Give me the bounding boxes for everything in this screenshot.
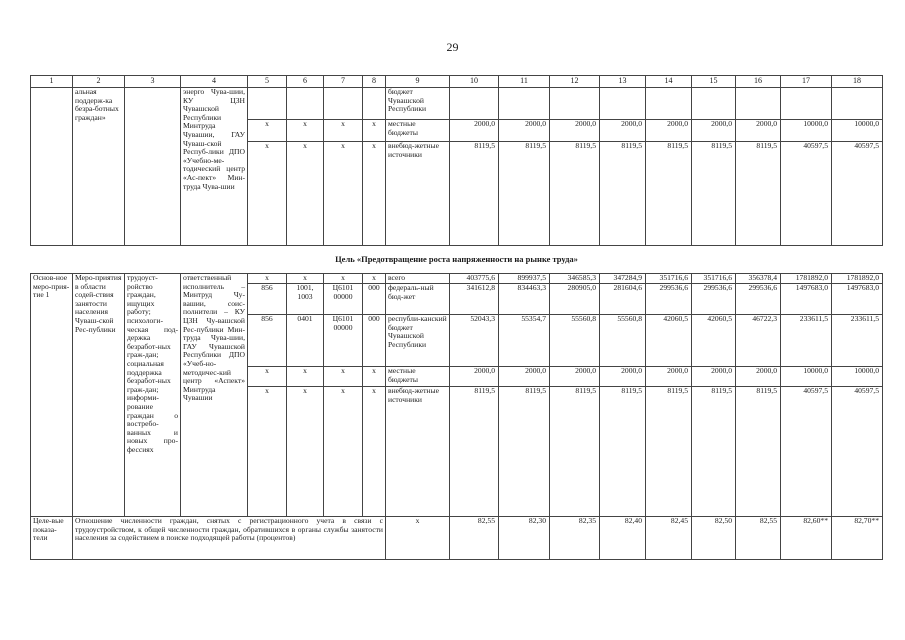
amount-cell: 55560,8 xyxy=(600,315,646,367)
cont-measure-name: альная поддерж-ка безра-ботных граждан» xyxy=(73,88,125,246)
amount-cell: 2000,0 xyxy=(692,120,736,142)
amount-cell: 8119,5 xyxy=(646,142,692,246)
code-cell xyxy=(248,88,287,120)
amount-cell: 8119,5 xyxy=(692,387,736,517)
code-cell: x xyxy=(287,387,324,517)
amount-cell: 8119,5 xyxy=(499,142,550,246)
indicator-value: 82,35 xyxy=(550,517,600,560)
amount-cell: 1497683,0 xyxy=(781,284,832,315)
code-cell: 856 xyxy=(248,315,287,367)
code-cell: x xyxy=(363,387,386,517)
amount-cell: 347284,9 xyxy=(600,274,646,284)
amount-cell: 1497683,0 xyxy=(832,284,883,315)
column-number: 4 xyxy=(181,76,248,88)
indicator-value: 82,70** xyxy=(832,517,883,560)
amount-cell xyxy=(692,88,736,120)
amount-cell: 8119,5 xyxy=(450,387,499,517)
amount-cell: 351716,6 xyxy=(646,274,692,284)
amount-cell: 8119,5 xyxy=(736,142,781,246)
column-number: 6 xyxy=(287,76,324,88)
funding-source: бюджет Чувашской Республики xyxy=(386,88,450,120)
amount-cell xyxy=(550,88,600,120)
column-number: 9 xyxy=(386,76,450,88)
column-number-row xyxy=(31,76,883,88)
budget-table xyxy=(30,75,883,560)
code-cell: x xyxy=(363,367,386,387)
amount-cell: 2000,0 xyxy=(499,367,550,387)
amount-cell xyxy=(736,88,781,120)
amount-cell: 40597,5 xyxy=(781,387,832,517)
target-label: Целе-вые показа-тели xyxy=(31,517,73,560)
amount-cell: 55560,8 xyxy=(550,315,600,367)
code-cell: x xyxy=(248,142,287,246)
amount-cell xyxy=(781,88,832,120)
code-cell: x xyxy=(363,120,386,142)
code-cell: 856 xyxy=(248,284,287,315)
amount-cell: 2000,0 xyxy=(736,367,781,387)
main-event-name: Меро-приятия в области содей-ствия занятости населения Чуваш-ской Рес-публики xyxy=(73,274,125,517)
goal-title: Цель «Предотвращение роста напряженности на рынке труда» xyxy=(31,246,883,274)
amount-cell: 46722,3 xyxy=(736,315,781,367)
code-cell: x xyxy=(363,142,386,246)
column-number: 8 xyxy=(363,76,386,88)
amount-cell: 346585,3 xyxy=(550,274,600,284)
column-number: 12 xyxy=(550,76,600,88)
amount-cell: 42060,5 xyxy=(646,315,692,367)
column-number: 13 xyxy=(600,76,646,88)
main-event-tasks: трудоуст-ройство граждан, ищущих работу; психологи-ческая под-держка безработ-ных граж-дан; социальная поддержка безработ-ных граж-дан; информи-рование граждан о востребо-ванных и новых про-фессиях xyxy=(125,274,181,517)
column-number: 17 xyxy=(781,76,832,88)
indicator-value: 82,55 xyxy=(450,517,499,560)
indicator-value: 82,60** xyxy=(781,517,832,560)
code-cell xyxy=(287,88,324,120)
amount-cell: 8119,5 xyxy=(600,387,646,517)
amount-cell: 8119,5 xyxy=(736,387,781,517)
amount-cell: 8119,5 xyxy=(550,142,600,246)
amount-cell: 2000,0 xyxy=(646,367,692,387)
code-cell: x xyxy=(324,387,363,517)
column-number: 15 xyxy=(692,76,736,88)
target-indicator-row xyxy=(31,517,883,560)
code-cell: x xyxy=(287,120,324,142)
amount-cell: 2000,0 xyxy=(600,367,646,387)
column-number: 5 xyxy=(248,76,287,88)
amount-cell: 2000,0 xyxy=(646,120,692,142)
column-number: 7 xyxy=(324,76,363,88)
indicator-value: 82,30 xyxy=(499,517,550,560)
amount-cell: 351716,6 xyxy=(692,274,736,284)
code-cell: Ц6101 00000 xyxy=(324,315,363,367)
amount-cell: 2000,0 xyxy=(450,120,499,142)
amount-cell: 341612,8 xyxy=(450,284,499,315)
funding-source: федераль-ный бюд-жет xyxy=(386,284,450,315)
main-event-executors: ответственный исполнитель – Минтруд Чу-вашии, соис-полнители – КУ ЦЗН Чу-вашской Рес-публики Мин-труда Чува-шии, ГАУ Чувашской Республики ДПО «Учеб-но-методичес-кий центр «Аспект» Минтруда Чувашии xyxy=(181,274,248,517)
amount-cell: 8119,5 xyxy=(450,142,499,246)
amount-cell: 8119,5 xyxy=(499,387,550,517)
indicator-value: 82,40 xyxy=(600,517,646,560)
main-event-label: Основ-ное меро-прия-тие 1 xyxy=(31,274,73,517)
code-cell: x xyxy=(248,274,287,284)
amount-cell xyxy=(600,88,646,120)
cont-col1-cell xyxy=(31,88,73,246)
target-x-cell: x xyxy=(386,517,450,560)
budget-row xyxy=(31,88,883,120)
code-cell xyxy=(363,88,386,120)
column-number: 16 xyxy=(736,76,781,88)
amount-cell: 299536,6 xyxy=(736,284,781,315)
amount-cell: 233611,5 xyxy=(781,315,832,367)
indicator-value: 82,45 xyxy=(646,517,692,560)
amount-cell: 8119,5 xyxy=(600,142,646,246)
code-cell: x xyxy=(248,367,287,387)
column-number: 2 xyxy=(73,76,125,88)
column-number: 10 xyxy=(450,76,499,88)
cont-col3-cell xyxy=(125,88,181,246)
amount-cell: 2000,0 xyxy=(550,120,600,142)
amount-cell: 40597,5 xyxy=(832,387,883,517)
indicator-value: 82,55 xyxy=(736,517,781,560)
code-cell xyxy=(324,88,363,120)
code-cell: 1001, 1003 xyxy=(287,284,324,315)
amount-cell xyxy=(832,88,883,120)
amount-cell: 42060,5 xyxy=(692,315,736,367)
code-cell: x xyxy=(324,274,363,284)
target-description: Отношение численности граждан, снятых с регистрационного учета в связи с трудоустройством, к общей численности граждан, обратившихся в органы службы занятости населения за содействием в поиске подходящей работы (процентов) xyxy=(73,517,386,560)
code-cell: x xyxy=(248,387,287,517)
budget-row xyxy=(31,274,883,284)
cont-executors: энерго Чува-шии, КУ ЦЗН Чувашской Республики Минтруда Чувашии, ГАУ Чуваш-ской Респуб-лики ДПО «Учебно-ме-тодический центр «Ас-пект» Мин-труда Чува-шии xyxy=(181,88,248,246)
amount-cell: 10000,0 xyxy=(832,120,883,142)
amount-cell: 2000,0 xyxy=(692,367,736,387)
code-cell: 0401 xyxy=(287,315,324,367)
amount-cell: 280905,0 xyxy=(550,284,600,315)
amount-cell: 834463,3 xyxy=(499,284,550,315)
funding-source: республи-канский бюджет Чувашской Республики xyxy=(386,315,450,367)
column-number: 11 xyxy=(499,76,550,88)
code-cell: 000 xyxy=(363,284,386,315)
amount-cell: 299536,6 xyxy=(692,284,736,315)
amount-cell: 356378,4 xyxy=(736,274,781,284)
column-number: 1 xyxy=(31,76,73,88)
amount-cell: 2000,0 xyxy=(736,120,781,142)
amount-cell: 8119,5 xyxy=(550,387,600,517)
amount-cell: 10000,0 xyxy=(781,120,832,142)
amount-cell: 10000,0 xyxy=(781,367,832,387)
code-cell: x xyxy=(287,274,324,284)
amount-cell: 8119,5 xyxy=(646,387,692,517)
amount-cell: 55354,7 xyxy=(499,315,550,367)
code-cell: 000 xyxy=(363,315,386,367)
amount-cell: 299536,6 xyxy=(646,284,692,315)
amount-cell xyxy=(499,88,550,120)
funding-source: всего xyxy=(386,274,450,284)
page-number: 29 xyxy=(446,40,459,54)
code-cell: x xyxy=(324,367,363,387)
amount-cell: 2000,0 xyxy=(450,367,499,387)
amount-cell: 10000,0 xyxy=(832,367,883,387)
code-cell: x xyxy=(287,367,324,387)
funding-source: внебюд-жетные источники xyxy=(386,142,450,246)
amount-cell: 233611,5 xyxy=(832,315,883,367)
code-cell: x xyxy=(363,274,386,284)
amount-cell: 2000,0 xyxy=(600,120,646,142)
column-number: 14 xyxy=(646,76,692,88)
amount-cell: 2000,0 xyxy=(499,120,550,142)
amount-cell: 1781892,0 xyxy=(832,274,883,284)
amount-cell: 40597,5 xyxy=(781,142,832,246)
column-number: 18 xyxy=(832,76,883,88)
amount-cell: 899937,5 xyxy=(499,274,550,284)
amount-cell xyxy=(646,88,692,120)
funding-source: местные бюджеты xyxy=(386,120,450,142)
amount-cell: 281604,6 xyxy=(600,284,646,315)
amount-cell: 52043,3 xyxy=(450,315,499,367)
amount-cell: 40597,5 xyxy=(832,142,883,246)
code-cell: x xyxy=(248,120,287,142)
amount-cell: 1781892,0 xyxy=(781,274,832,284)
code-cell: x xyxy=(324,120,363,142)
amount-cell: 403775,6 xyxy=(450,274,499,284)
amount-cell xyxy=(450,88,499,120)
funding-source: местные бюджеты xyxy=(386,367,450,387)
code-cell: Ц6101 00000 xyxy=(324,284,363,315)
funding-source: внебюд-жетные источники xyxy=(386,387,450,517)
amount-cell: 8119,5 xyxy=(692,142,736,246)
code-cell: x xyxy=(324,142,363,246)
indicator-value: 82,50 xyxy=(692,517,736,560)
code-cell: x xyxy=(287,142,324,246)
column-number: 3 xyxy=(125,76,181,88)
amount-cell: 2000,0 xyxy=(550,367,600,387)
